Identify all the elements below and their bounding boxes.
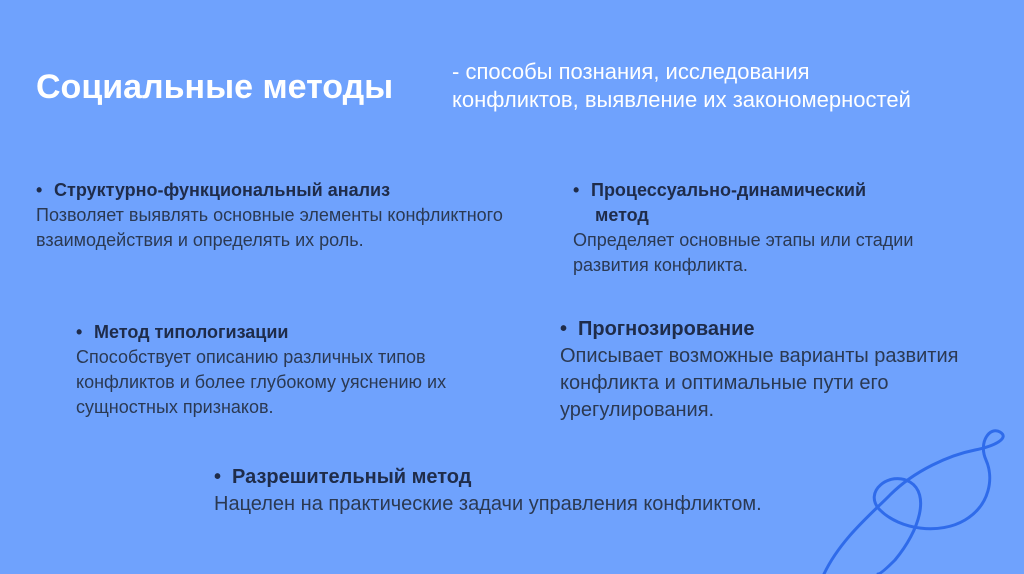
item-heading-text: Разрешительный метод [232,466,472,488]
item-heading-text: Структурно-функциональный анализ [54,180,391,200]
item-resolution-method [214,464,774,518]
item-heading [560,316,980,343]
swirl-line [824,431,1003,574]
item-heading-text: Метод типологизации [94,322,289,342]
item-heading [76,320,496,345]
item-heading-text: Процессуально-динамический [591,180,867,200]
item-heading-text: Прогнозирование [578,318,755,340]
bullet-icon: • [214,466,222,488]
bullet-icon: • [76,322,83,342]
item-heading [214,464,774,491]
slide-title: Социальные методы [36,68,394,106]
bullet-icon: • [560,318,568,340]
item-description: Позволяет выявлять основные элементы конфликтного взаимодействия и определять их роль. [36,205,503,250]
bullet-icon: • [36,180,43,200]
item-description: Описывает возможные варианты развития конфликта и оптимальные пути его урегулирования. [560,345,959,421]
item-description: Нацелен на практические задачи управления конфликтом. [214,493,762,515]
item-description: Способствует описанию различных типов конфликтов и более глубокому уяснению их сущностных признаков. [76,347,447,417]
item-process-dynamic-method [573,178,993,278]
item-heading [36,178,516,203]
slide-subtitle: - способы познания, исследования конфликтов, выявление их закономерностей [452,59,911,112]
item-heading [573,178,993,228]
bullet-icon: • [573,180,580,200]
decorative-swirl-icon [800,420,1024,574]
item-typology-method [76,320,496,420]
item-description: Определяет основные этапы или стадии развития конфликта. [573,230,914,275]
item-forecasting [560,316,980,424]
item-heading-text-line2: метод [595,205,649,225]
item-structural-functional-analysis [36,178,516,253]
